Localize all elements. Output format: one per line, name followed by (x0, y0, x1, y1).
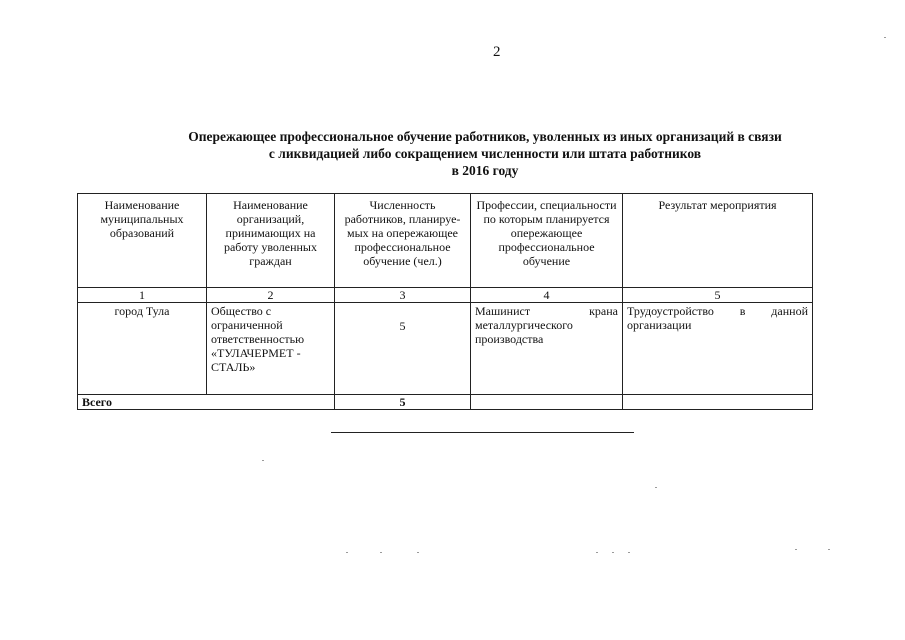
scan-speck (884, 37, 886, 38)
document-title-line-2: с ликвидацией либо сокращением численности или штата работников (268, 146, 702, 161)
table-header-row (78, 194, 813, 288)
report-table (77, 193, 813, 410)
document-title-line-1: Опережающее профессиональное обучение работников, уволенных из иных организаций в связи (188, 129, 782, 144)
result-first-line (627, 304, 808, 318)
scan-speck (795, 549, 797, 550)
result-rest: организации (627, 318, 692, 332)
table-row (78, 303, 813, 395)
signature-line (331, 432, 634, 433)
header-organization: Наименование организаций, принимающих на работу уволенных граждан (207, 194, 335, 288)
cell-worker-count: 5 (335, 303, 471, 395)
result-word: данной (771, 304, 808, 318)
result-word: в (739, 304, 746, 318)
header-worker-count: Численность работников, планируе-мых на опережающее профессиональное обучение (чел.) (335, 194, 471, 288)
scan-speck (828, 549, 830, 550)
profession-word: Машинист (475, 304, 531, 318)
cell-profession (471, 303, 623, 395)
cell-organization: Общество с ограниченной ответственностью «ТУЛАЧЕРМЕТ - СТАЛЬ» (207, 303, 335, 395)
total-row (78, 395, 813, 410)
header-municipality: Наименование муниципальных образований (78, 194, 207, 288)
header-professions: Профессии, специальности по которым планируется опережающее профессиональное обучение (471, 194, 623, 288)
profession-word: крана (589, 304, 618, 318)
column-number: 5 (623, 288, 813, 303)
column-number: 3 (335, 288, 471, 303)
column-number: 4 (471, 288, 623, 303)
result-word: Трудоустройство (627, 304, 714, 318)
total-value: 5 (335, 395, 471, 410)
total-label: Всего (78, 395, 335, 410)
profession-rest: металлургического производства (475, 318, 573, 346)
scan-speck (628, 552, 630, 553)
document-title-line-3: в 2016 году (451, 163, 519, 178)
profession-first-line (475, 304, 618, 318)
cell-result (623, 303, 813, 395)
scan-speck (655, 487, 657, 488)
scan-speck (596, 552, 598, 553)
scan-speck (346, 552, 348, 553)
scan-speck (417, 552, 419, 553)
scan-speck (262, 460, 264, 461)
column-number: 2 (207, 288, 335, 303)
header-result: Результат мероприятия (623, 194, 813, 288)
column-number-row (78, 288, 813, 303)
scan-speck (380, 552, 382, 553)
scan-speck (612, 552, 614, 553)
column-number: 1 (78, 288, 207, 303)
total-empty-cell (623, 395, 813, 410)
page-number: 2 (493, 44, 501, 60)
cell-municipality: город Тула (78, 303, 207, 395)
total-empty-cell (471, 395, 623, 410)
